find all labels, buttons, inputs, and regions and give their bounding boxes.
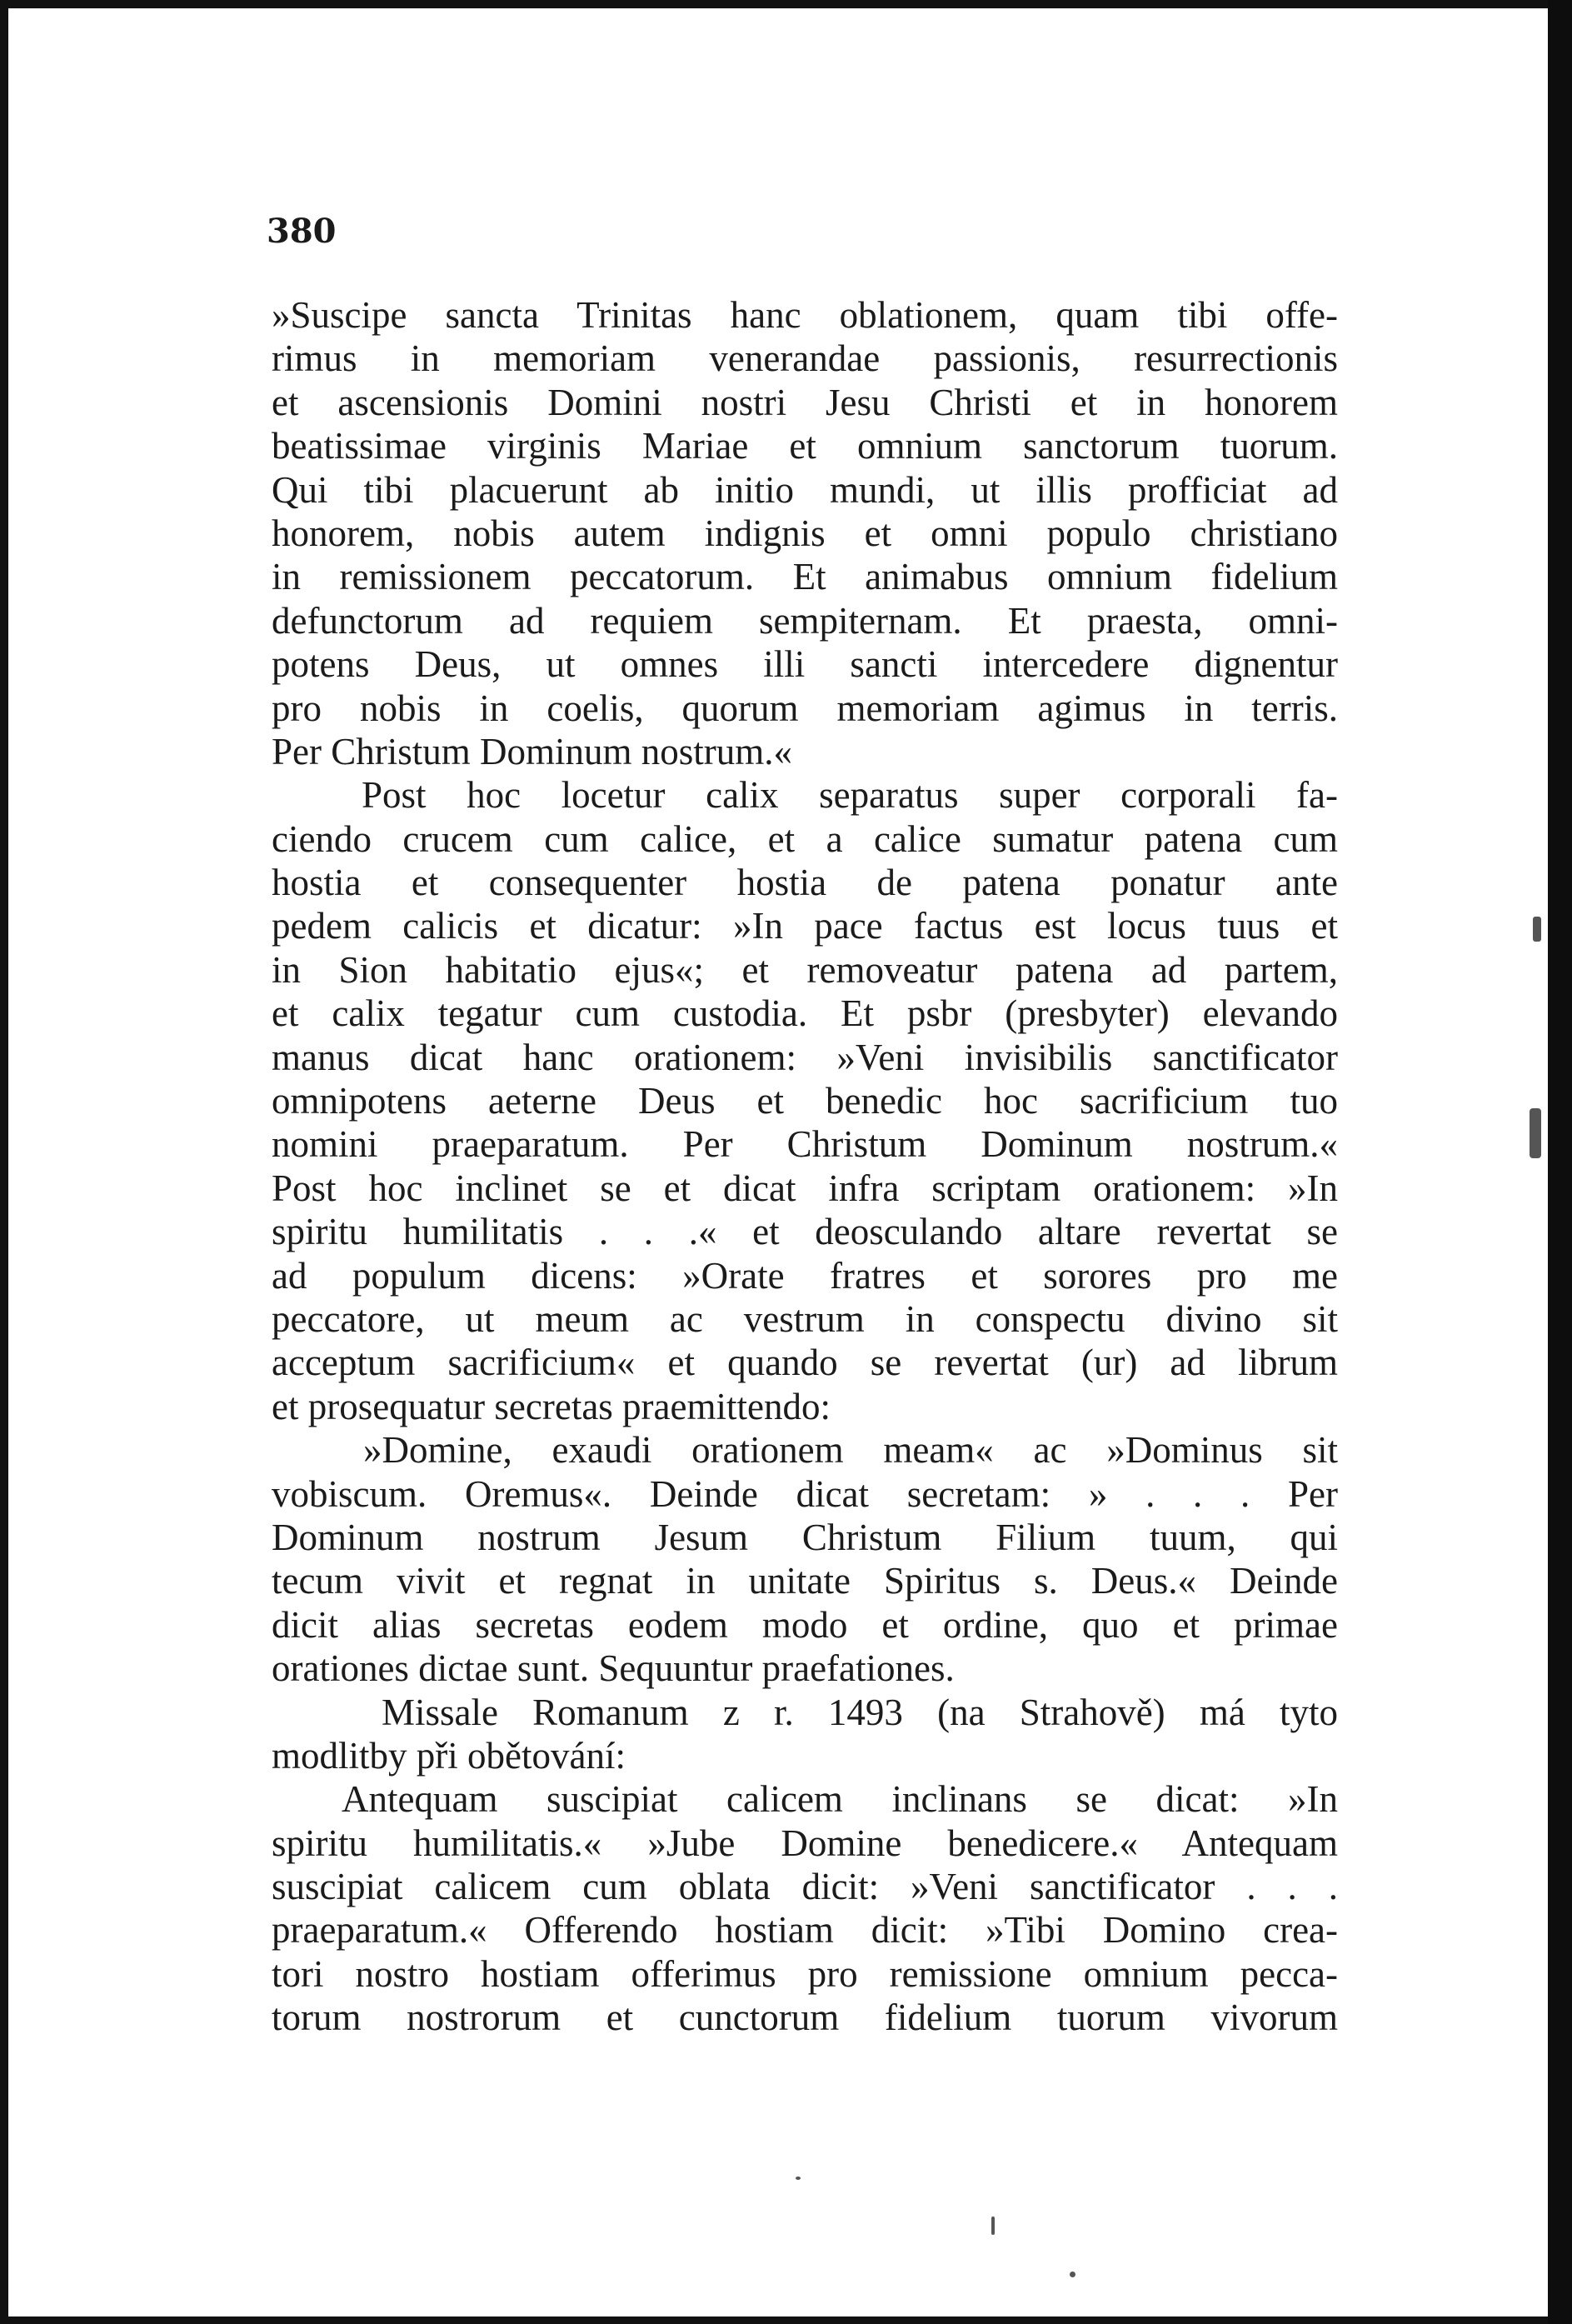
text-line: in remissionem peccatorum. Et animabus omnium fidelium [272, 556, 1338, 598]
text-line: et ascensionis Domini nostri Jesu Christi et in honorem [272, 381, 1338, 423]
scan-speck [1530, 1108, 1541, 1158]
text-line: peccatore, ut meum ac vestrum in conspectu divino sit [272, 1297, 1338, 1340]
text-line: Post hoc locetur calix separatus super corporali fa- [362, 774, 1338, 817]
text-line: spiritu humilitatis.« »Jube Domine benedicere.« Antequam [272, 1822, 1338, 1864]
text-line: suscipiat calicem cum oblata dicit: »Veni sanctificator . . . [272, 1866, 1338, 1908]
text-line: pedem calicis et dicatur: »In pace factus est locus tuus et [272, 905, 1338, 947]
text-line: potens Deus, ut omnes illi sancti intercedere dignentur [272, 643, 1338, 686]
text-line: praeparatum.« Offerendo hostiam dicit: »Tibi Domino crea- [272, 1909, 1338, 1952]
scan-speck [1533, 917, 1541, 942]
text-line: Missale Romanum z r. 1493 (na Strahově) má tyto [382, 1691, 1338, 1733]
text-line: nomini praeparatum. Per Christum Dominum nostrum.« [272, 1123, 1338, 1166]
text-line: hostia et consequenter hostia de patena ponatur ante [272, 862, 1338, 904]
text-line: modlitby při obětování: [272, 1734, 626, 1777]
page-number: 380 [267, 212, 337, 251]
scan-speck [796, 2177, 801, 2180]
text-line: Antequam suscipiat calicem inclinans se dicat: »In [342, 1778, 1338, 1821]
text-line: tecum vivit et regnat in unitate Spiritus s. Deus.« Deinde [272, 1560, 1338, 1602]
text-line: defunctorum ad requiem sempiternam. Et praesta, omni- [272, 599, 1338, 642]
scan-speck [991, 2217, 995, 2235]
text-line: pro nobis in coelis, quorum memoriam agimus in terris. [272, 687, 1338, 729]
scan-speck [1070, 2272, 1075, 2277]
body-text [272, 293, 1338, 2040]
text-line: spiritu humilitatis . . .« et deosculando altare revertat se [272, 1211, 1338, 1253]
text-line: honorem, nobis autem indignis et omni populo christiano [272, 512, 1338, 554]
text-line: beatissimae virginis Mariae et omnium sanctorum tuorum. [272, 425, 1338, 467]
text-line: vobiscum. Oremus«. Deinde dicat secretam: » . . . Per [272, 1472, 1338, 1515]
text-line: et calix tegatur cum custodia. Et psbr (presbyter) elevando [272, 992, 1338, 1035]
text-line: ciendo crucem cum calice, et a calice sumatur patena cum [272, 817, 1338, 860]
text-line: acceptum sacrificium« et quando se revertat (ur) ad librum [272, 1342, 1338, 1384]
text-line: manus dicat hanc orationem: »Veni invisibilis sanctificator [272, 1036, 1338, 1078]
text-line: Dominum nostrum Jesum Christum Filium tuum, qui [272, 1516, 1338, 1558]
scan-edge [1548, 0, 1572, 2324]
text-line: torum nostrorum et cunctorum fidelium tuorum vivorum [272, 1997, 1338, 2039]
text-line: orationes dictae sunt. Sequuntur praefationes. [272, 1647, 955, 1690]
text-line: Per Christum Dominum nostrum.« [272, 730, 793, 772]
text-line: dicit alias secretas eodem modo et ordine, quo et primae [272, 1603, 1338, 1646]
text-line: Qui tibi placuerunt ab initio mundi, ut illis profficiat ad [272, 468, 1338, 511]
text-line: rimus in memoriam venerandae passionis, resurrectionis [272, 337, 1338, 380]
text-line: tori nostro hostiam offerimus pro remissione omnium pecca- [272, 1952, 1338, 1995]
text-line: in Sion habitatio ejus«; et removeatur patena ad partem, [272, 948, 1338, 991]
text-line: ad populum dicens: »Orate fratres et sorores pro me [272, 1254, 1338, 1297]
text-line: omnipotens aeterne Deus et benedic hoc sacrificium tuo [272, 1080, 1338, 1122]
text-line: »Domine, exaudi orationem meam« ac »Dominus sit [363, 1429, 1338, 1472]
text-line: Post hoc inclinet se et dicat infra scriptam orationem: »In [272, 1167, 1338, 1209]
text-line: »Suscipe sancta Trinitas hanc oblationem, quam tibi offe- [272, 294, 1338, 336]
text-line: et prosequatur secretas praemittendo: [272, 1385, 831, 1427]
